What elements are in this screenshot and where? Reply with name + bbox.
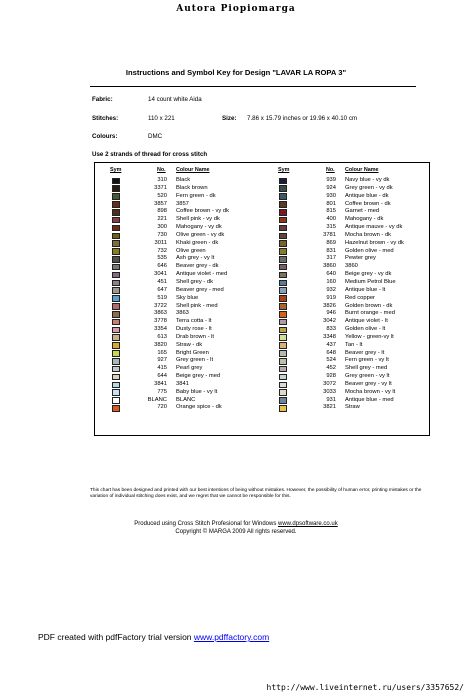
key-row <box>262 216 429 224</box>
symbol-swatch <box>279 217 287 224</box>
colour-name: Pearl grey <box>176 365 203 372</box>
symbol-swatch <box>279 405 287 412</box>
symbol-swatch <box>279 209 287 216</box>
colour-name: Fern green - dk <box>176 192 216 199</box>
stitches-row <box>92 115 118 122</box>
key-row <box>95 303 262 311</box>
key-row <box>262 193 429 201</box>
key-row <box>95 185 262 193</box>
colour-name: Baby blue - vy lt <box>176 388 218 395</box>
symbol-swatch <box>279 225 287 232</box>
symbol-swatch <box>279 374 287 381</box>
symbol-swatch <box>112 280 120 287</box>
symbol-swatch <box>112 389 120 396</box>
colour-name: Mahogany - vy dk <box>176 224 222 231</box>
symbol-swatch <box>279 389 287 396</box>
key-row <box>95 177 262 185</box>
symbol-swatch <box>279 397 287 404</box>
dmc-number: 3778 <box>154 318 167 325</box>
dmc-number: 221 <box>157 216 167 223</box>
symbol-swatch <box>112 311 120 318</box>
colour-name: 3841 <box>176 380 189 387</box>
key-row <box>262 334 429 342</box>
dmc-number: BLANC <box>147 396 167 403</box>
key-row <box>262 255 429 263</box>
header-colour-name: Colour Name <box>345 167 379 173</box>
colour-name: Black <box>176 177 191 183</box>
colour-name: Olive green - vy dk <box>176 231 225 238</box>
dmc-number: 3722 <box>154 302 167 309</box>
colour-name: Antique blue - dk <box>345 192 389 199</box>
dmc-number: 3348 <box>323 333 336 340</box>
symbol-swatch <box>112 287 120 294</box>
dmc-number: 3033 <box>323 388 336 395</box>
colour-name: Shell grey - dk <box>176 278 214 285</box>
symbol-swatch <box>279 319 287 326</box>
dmc-number: 732 <box>157 247 167 254</box>
colour-name: Garnet - med <box>345 208 380 215</box>
pdf-note <box>38 632 269 642</box>
size-label: Size: <box>222 115 237 122</box>
key-row <box>262 326 429 334</box>
dmc-number: 165 <box>157 349 167 356</box>
dmc-number: 3821 <box>323 404 336 411</box>
key-row <box>262 248 429 256</box>
key-row <box>95 334 262 342</box>
dmc-number: 939 <box>326 177 336 183</box>
symbol-swatch <box>279 350 287 357</box>
key-row <box>262 303 429 311</box>
key-row <box>95 255 262 263</box>
colour-name: Shell grey - med <box>345 365 388 372</box>
colours-value: DMC <box>148 133 163 140</box>
key-row <box>95 201 262 209</box>
dmc-number: 3041 <box>154 271 167 278</box>
dmc-number: 3860 <box>323 263 336 270</box>
key-row <box>262 263 429 271</box>
symbol-swatch <box>112 366 120 373</box>
key-row <box>262 318 429 326</box>
colour-name: Mocha brown - vy lt <box>345 388 396 395</box>
dmc-number: 931 <box>326 396 336 403</box>
disclaimer-text: This chart has been designed and printed with our best intentions of being without mistakes. However, the possibility of human error, printing mistakes or the variation of individual stitching does exist, and we regret that we cannot be responsible for this. <box>90 488 422 499</box>
dmc-number: 3863 <box>154 310 167 317</box>
dmc-number: 452 <box>326 365 336 372</box>
title-rule <box>90 86 416 87</box>
key-row <box>262 397 429 405</box>
key-row <box>95 263 262 271</box>
dmc-number: 927 <box>157 357 167 364</box>
dmc-number: 3841 <box>154 380 167 387</box>
dmc-number: 400 <box>326 216 336 223</box>
colour-name: Shell pink - med <box>176 302 218 309</box>
dmc-number: 437 <box>326 341 336 348</box>
key-row <box>262 350 429 358</box>
dmc-number: 644 <box>157 373 167 380</box>
colour-name: Beige grey - med <box>176 373 221 380</box>
dmc-number: 898 <box>157 208 167 215</box>
produced-by <box>0 521 472 536</box>
key-header-right <box>262 167 429 177</box>
key-row <box>95 381 262 389</box>
symbol-swatch <box>279 327 287 334</box>
header-colour-name: Colour Name <box>176 167 210 173</box>
produced-prefix: Produced using Cross Stitch Profesional for Windows <box>134 521 279 527</box>
symbol-swatch <box>112 334 120 341</box>
key-row <box>95 279 262 287</box>
colour-name: Shell pink - vy dk <box>176 216 220 223</box>
colour-name: Khaki green - dk <box>176 239 219 246</box>
colour-name: Grey green - lt <box>176 357 214 364</box>
key-row <box>262 279 429 287</box>
symbol-swatch <box>279 311 287 318</box>
key-row <box>95 295 262 303</box>
key-row <box>95 271 262 279</box>
fabric-row <box>92 96 113 103</box>
key-row <box>95 373 262 381</box>
dmc-number: 3781 <box>323 231 336 238</box>
dmc-number: 415 <box>157 365 167 372</box>
key-row <box>262 357 429 365</box>
colour-name: Antique mauve - vy dk <box>345 224 403 231</box>
size-row <box>222 115 236 122</box>
header-no: No. <box>157 167 166 173</box>
key-row <box>262 342 429 350</box>
dmc-number: 946 <box>326 310 336 317</box>
symbol-swatch <box>112 272 120 279</box>
symbol-swatch <box>112 178 120 185</box>
key-row <box>95 193 262 201</box>
dmc-number: 720 <box>157 404 167 411</box>
colour-name: Sky blue <box>176 294 199 301</box>
key-row <box>95 310 262 318</box>
colour-name: Bright Green <box>176 349 209 356</box>
symbol-swatch <box>112 225 120 232</box>
dmc-number: 535 <box>157 255 167 262</box>
colour-name: Antique violet - lt <box>345 318 388 325</box>
dmc-number: 730 <box>157 231 167 238</box>
dmc-number: 869 <box>326 239 336 246</box>
dmc-number: 775 <box>157 388 167 395</box>
symbol-swatch <box>279 334 287 341</box>
symbol-swatch <box>279 295 287 302</box>
symbol-swatch <box>279 358 287 365</box>
colour-name: 3857 <box>176 200 189 207</box>
fabric-value: 14 count white Aida <box>148 96 202 103</box>
stitches-label: Stitches: <box>92 115 119 122</box>
colour-name: Tan - lt <box>345 341 363 348</box>
dmc-number: 3826 <box>323 302 336 309</box>
symbol-swatch <box>112 201 120 208</box>
colours-row <box>92 133 117 140</box>
dmc-number: 300 <box>157 224 167 231</box>
colour-name: Golden olive - lt <box>345 326 386 333</box>
symbol-swatch <box>279 233 287 240</box>
symbol-swatch <box>112 405 120 412</box>
dmc-number: 317 <box>326 255 336 262</box>
dmc-number: 3011 <box>154 239 167 246</box>
symbol-swatch <box>112 256 120 263</box>
colour-name: 3863 <box>176 310 189 317</box>
key-row <box>262 271 429 279</box>
key-row <box>95 342 262 350</box>
dmc-number: 932 <box>326 286 336 293</box>
symbol-swatch <box>112 209 120 216</box>
dmc-number: 160 <box>326 278 336 285</box>
symbol-swatch <box>112 374 120 381</box>
dmc-number: 310 <box>157 177 167 183</box>
dmc-number: 3072 <box>323 380 336 387</box>
colour-name: Drab brown - lt <box>176 333 215 340</box>
symbol-swatch <box>112 327 120 334</box>
symbol-swatch <box>112 217 120 224</box>
key-row <box>262 381 429 389</box>
key-row <box>95 240 262 248</box>
header-sym: Sym <box>278 167 290 173</box>
stitches-value: 110 x 221 <box>148 115 175 122</box>
strands-note: Use 2 strands of thread for cross stitch <box>92 151 208 158</box>
key-row <box>95 326 262 334</box>
colour-name: Golden brown - dk <box>345 302 393 309</box>
colour-name: Antique blue - lt <box>345 286 386 293</box>
colour-name: Burnt orange - med <box>345 310 395 317</box>
colour-name: Mocha brown - dk <box>345 231 392 238</box>
dmc-number: 640 <box>326 271 336 278</box>
dmc-number: 815 <box>326 208 336 215</box>
dmc-number: 646 <box>157 263 167 270</box>
colour-name: Coffee brown - vy dk <box>176 208 230 215</box>
symbol-swatch <box>279 342 287 349</box>
colour-name: Straw - dk <box>176 341 203 348</box>
dmc-number: 3042 <box>323 318 336 325</box>
key-row <box>262 287 429 295</box>
symbol-swatch <box>112 264 120 271</box>
dmc-number: 613 <box>157 333 167 340</box>
source-url: http://www.liveinternet.ru/users/3357652/ <box>266 683 464 692</box>
dmc-number: 520 <box>157 192 167 199</box>
colour-name: Ash grey - vy lt <box>176 255 215 262</box>
colour-name: Beaver grey - lt <box>345 349 385 356</box>
symbol-swatch <box>112 295 120 302</box>
key-row <box>95 224 262 232</box>
colour-name: Olive green <box>176 247 206 254</box>
colour-name: Beige grey - vy dk <box>345 271 392 278</box>
dmc-number: 451 <box>157 278 167 285</box>
dmc-number: 3354 <box>154 326 167 333</box>
colour-name: Hazelnut brown - vy dk <box>345 239 404 246</box>
symbol-swatch <box>279 185 287 192</box>
colour-name: Grey green - vy dk <box>345 184 393 191</box>
colour-name: Grey green - vy lt <box>345 373 390 380</box>
header-no: No. <box>326 167 335 173</box>
pdffactory-link[interactable]: www.pdffactory.com <box>193 632 270 642</box>
key-row <box>262 240 429 248</box>
key-header-left <box>95 167 262 177</box>
key-row <box>95 389 262 397</box>
key-row <box>95 318 262 326</box>
colour-name: Mahogany - dk <box>345 216 384 223</box>
colour-name: 3860 <box>345 263 358 270</box>
key-row <box>95 248 262 256</box>
key-row <box>262 389 429 397</box>
symbol-swatch <box>279 201 287 208</box>
colour-name: Dusty rose - lt <box>176 326 212 333</box>
symbol-swatch <box>279 382 287 389</box>
symbol-swatch <box>112 303 120 310</box>
produced-line <box>0 521 472 529</box>
colour-name: Straw <box>345 404 360 411</box>
key-row <box>262 295 429 303</box>
symbol-swatch <box>112 358 120 365</box>
colour-name: Antique blue - med <box>345 396 394 403</box>
dmc-number: 3371 <box>154 184 167 191</box>
colour-name: Medium Petrol Blue <box>345 278 396 285</box>
key-row <box>262 373 429 381</box>
symbol-swatch <box>279 248 287 255</box>
colour-name: Antique violet - med <box>176 271 228 278</box>
colour-name: Orange spice - dk <box>176 404 222 411</box>
dmc-number: 801 <box>326 200 336 207</box>
author-brand: Autora Piopiomarga <box>176 4 296 14</box>
key-row <box>95 365 262 373</box>
dmc-number: 831 <box>326 247 336 254</box>
key-row <box>95 397 262 405</box>
colour-name: Navy blue - vy dk <box>345 177 390 183</box>
key-row <box>95 208 262 216</box>
key-row <box>95 357 262 365</box>
symbol-swatch <box>279 264 287 271</box>
symbol-key-table <box>94 162 430 436</box>
key-row <box>262 185 429 193</box>
key-column-right <box>262 167 429 412</box>
key-row <box>95 232 262 240</box>
symbol-swatch <box>279 240 287 247</box>
colour-name: Fern green - vy lt <box>345 357 389 364</box>
key-row <box>262 310 429 318</box>
symbol-swatch <box>112 319 120 326</box>
dmc-number: 930 <box>326 192 336 199</box>
key-row <box>262 404 429 412</box>
colour-name: Pewter grey <box>345 255 376 262</box>
dmc-number: 3857 <box>154 200 167 207</box>
symbol-swatch <box>279 178 287 185</box>
symbol-swatch <box>112 185 120 192</box>
symbol-swatch <box>279 366 287 373</box>
dmc-number: 833 <box>326 326 336 333</box>
key-row <box>262 232 429 240</box>
colour-name: Coffee brown - dk <box>345 200 391 207</box>
header-sym: Sym <box>110 167 122 173</box>
key-row <box>95 404 262 412</box>
key-row <box>95 287 262 295</box>
key-row <box>262 177 429 185</box>
pdf-prefix: PDF created with pdfFactory trial version <box>38 632 194 642</box>
dmc-number: 519 <box>157 294 167 301</box>
colour-name: BLANC <box>176 396 196 403</box>
colour-name: Red copper <box>345 294 375 301</box>
document-title: Instructions and Symbol Key for Design "LAVAR LA ROPA 3" <box>125 68 347 77</box>
symbol-swatch <box>112 382 120 389</box>
dmc-number: 919 <box>326 294 336 301</box>
colours-label: Colours: <box>92 133 118 140</box>
key-row <box>95 216 262 224</box>
key-column-left <box>95 167 262 412</box>
symbol-swatch <box>112 240 120 247</box>
key-row <box>95 350 262 358</box>
colour-name: Beaver grey - dk <box>176 263 219 270</box>
colour-name: Terra cotta - lt <box>176 318 212 325</box>
software-link[interactable]: www.dpsoftware.co.uk <box>278 521 338 527</box>
symbol-swatch <box>279 193 287 200</box>
dmc-number: 924 <box>326 184 336 191</box>
dmc-number: 315 <box>326 224 336 231</box>
dmc-number: 524 <box>326 357 336 364</box>
symbol-swatch <box>279 303 287 310</box>
key-row <box>262 365 429 373</box>
dmc-number: 648 <box>326 349 336 356</box>
dmc-number: 647 <box>157 286 167 293</box>
colour-name: Beaver grey - vy lt <box>345 380 392 387</box>
colour-name: Beaver grey - med <box>176 286 224 293</box>
key-row <box>262 224 429 232</box>
dmc-number: 928 <box>326 373 336 380</box>
symbol-swatch <box>279 272 287 279</box>
symbol-swatch <box>112 342 120 349</box>
symbol-swatch <box>279 256 287 263</box>
symbol-swatch <box>112 350 120 357</box>
dmc-number: 3820 <box>154 341 167 348</box>
symbol-swatch <box>112 248 120 255</box>
symbol-swatch <box>112 193 120 200</box>
colour-name: Black brown <box>176 184 208 191</box>
colour-name: Golden olive - med <box>345 247 394 254</box>
symbol-swatch <box>112 397 120 404</box>
symbol-swatch <box>279 280 287 287</box>
copyright-line: Copyright © MARGA 2009 All rights reserved. <box>175 528 297 535</box>
key-row <box>262 208 429 216</box>
size-value: 7.86 x 15.79 inches or 19.96 x 40.10 cm <box>247 115 358 122</box>
colour-name: Yellow - green-vy lt <box>345 333 394 340</box>
symbol-swatch <box>112 233 120 240</box>
key-row <box>262 201 429 209</box>
symbol-swatch <box>279 287 287 294</box>
fabric-label: Fabric: <box>92 96 113 103</box>
